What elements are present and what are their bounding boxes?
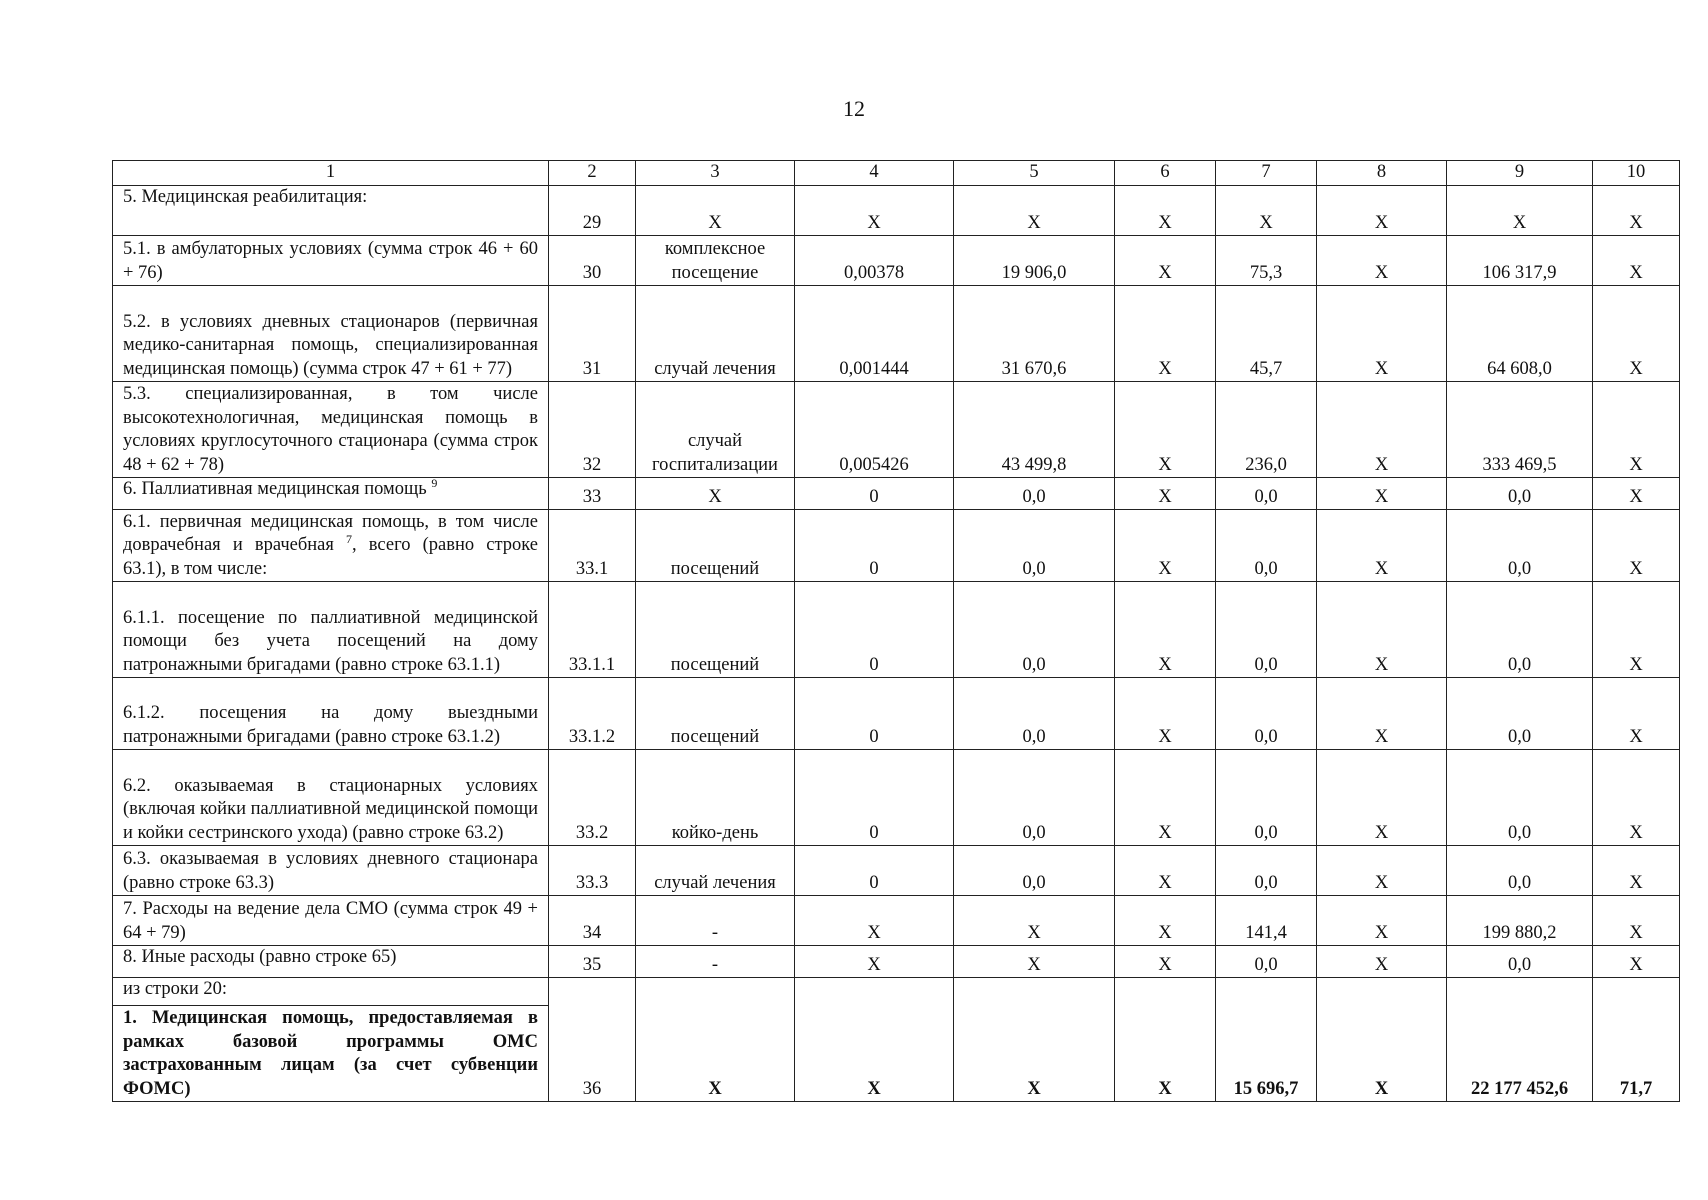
table-cell: Х xyxy=(1447,186,1593,236)
row-label xyxy=(113,186,549,236)
table-cell: 31 xyxy=(549,286,636,382)
table-cell: Х xyxy=(1317,478,1447,510)
table-cell: Х xyxy=(636,978,795,1102)
table-cell: 333 469,5 xyxy=(1447,382,1593,478)
table-cell: Х xyxy=(954,186,1115,236)
table-cell: 0,0 xyxy=(1216,478,1317,510)
row-label xyxy=(113,510,549,582)
table-cell: Х xyxy=(1115,382,1216,478)
row-label xyxy=(113,286,549,382)
table-row xyxy=(113,978,1680,1006)
table-cell: 0,0 xyxy=(954,846,1115,896)
table-cell: 0,0 xyxy=(954,678,1115,750)
table-cell: 31 670,6 xyxy=(954,286,1115,382)
table-cell: комплексное посещение xyxy=(636,236,795,286)
row-label xyxy=(113,896,549,946)
table-cell: Х xyxy=(1593,286,1680,382)
table-body xyxy=(113,161,1680,1102)
table-cell: Х xyxy=(1317,236,1447,286)
table-cell: Х xyxy=(1115,582,1216,678)
table-row xyxy=(113,678,1680,750)
table-cell: 0,0 xyxy=(1216,946,1317,978)
table-cell: посещений xyxy=(636,582,795,678)
table-cell: Х xyxy=(1593,582,1680,678)
table-cell: 45,7 xyxy=(1216,286,1317,382)
row-label xyxy=(113,475,549,510)
table-cell: Х xyxy=(1115,946,1216,978)
table-cell: 0,0 xyxy=(1447,678,1593,750)
page-number: 12 xyxy=(843,96,865,121)
table-cell: Х xyxy=(1115,846,1216,896)
table-cell: 35 xyxy=(549,946,636,978)
table-cell: Х xyxy=(1115,978,1216,1102)
footnote-ref: 9 xyxy=(431,475,438,490)
table-cell: посещений xyxy=(636,510,795,582)
row-label-text: 6.3. оказываемая в условиях дневного стационара (равно строке 63.3) xyxy=(123,849,538,893)
row-label-text: 5. Медицинская реабилитация: xyxy=(123,187,368,207)
table-cell: 0 xyxy=(795,478,954,510)
table-cell: Х xyxy=(1317,846,1447,896)
column-number-row xyxy=(113,161,1680,186)
table-cell: 0,0 xyxy=(954,478,1115,510)
column-header: 5 xyxy=(954,161,1115,186)
table-cell: Х xyxy=(1593,678,1680,750)
row-label xyxy=(113,382,549,478)
table-cell: Х xyxy=(1115,678,1216,750)
table-cell: 33.1 xyxy=(549,510,636,582)
table-cell: 0 xyxy=(795,582,954,678)
table-row xyxy=(113,186,1680,236)
table-cell: Х xyxy=(1317,978,1447,1102)
data-table xyxy=(112,160,1680,1102)
table-cell: 0,0 xyxy=(1216,846,1317,896)
table-cell: 0 xyxy=(795,750,954,846)
table-cell: 0,0 xyxy=(954,582,1115,678)
table-cell: 0,005426 xyxy=(795,382,954,478)
table-cell: Х xyxy=(1115,896,1216,946)
table-cell: 236,0 xyxy=(1216,382,1317,478)
row-label-text: 5.1. в амбулаторных условиях (сумма строк 46 + 60 + 76) xyxy=(123,239,538,283)
table-cell: 0 xyxy=(795,510,954,582)
table-cell: Х xyxy=(1216,186,1317,236)
table-cell: Х xyxy=(1593,382,1680,478)
table-cell: Х xyxy=(1317,382,1447,478)
footnote-ref: 7 xyxy=(346,531,353,546)
column-header: 1 xyxy=(113,161,549,186)
table-cell: Х xyxy=(636,186,795,236)
row-label-text: 8. Иные расходы (равно строке 65) xyxy=(123,947,397,967)
table-row xyxy=(113,286,1680,382)
table-cell: койко-день xyxy=(636,750,795,846)
table-cell: 43 499,8 xyxy=(954,382,1115,478)
table-cell: 0,0 xyxy=(1447,478,1593,510)
table-cell: 32 xyxy=(549,382,636,478)
table-cell: Х xyxy=(1593,510,1680,582)
row-label xyxy=(113,236,549,286)
table-cell: случай лечения xyxy=(636,846,795,896)
table-cell: 0 xyxy=(795,678,954,750)
table-cell: 33.2 xyxy=(549,750,636,846)
table-cell: 0,0 xyxy=(1447,510,1593,582)
table-cell: 141,4 xyxy=(1216,896,1317,946)
column-header: 10 xyxy=(1593,161,1680,186)
row-label xyxy=(113,582,549,678)
table-cell: 0,0 xyxy=(954,750,1115,846)
table-cell: Х xyxy=(1317,582,1447,678)
row-label-text: 6.2. оказываемая в стационарных условиях (включая койки паллиативной медицинской помощи и койки сестринского ухода) (равно строке 63.2) xyxy=(123,775,538,843)
table-cell: 0,0 xyxy=(1447,846,1593,896)
table-cell: 33 xyxy=(549,478,636,510)
table-cell: Х xyxy=(636,478,795,510)
table-cell: Х xyxy=(1115,286,1216,382)
table-cell: 71,7 xyxy=(1593,978,1680,1102)
row-label-text: 6.1.1. посещение по паллиативной медицинской помощи без учета посещений на дому патронажными бригадами (равно строке 63.1.1) xyxy=(123,607,538,675)
table-cell: 15 696,7 xyxy=(1216,978,1317,1102)
row-label xyxy=(113,846,549,896)
table-row xyxy=(113,846,1680,896)
table-cell: 0,0 xyxy=(1447,582,1593,678)
table-row xyxy=(113,236,1680,286)
table-cell: Х xyxy=(1317,896,1447,946)
column-header: 2 xyxy=(549,161,636,186)
table-cell: Х xyxy=(795,946,954,978)
table-cell: Х xyxy=(1317,186,1447,236)
table-cell: 0,001444 xyxy=(795,286,954,382)
table-cell: 29 xyxy=(549,186,636,236)
table-row xyxy=(113,510,1680,582)
table-cell: 0,0 xyxy=(1216,750,1317,846)
row-label-text: 6. Паллиативная медицинская помощь xyxy=(123,479,427,499)
table-cell: 0,00378 xyxy=(795,236,954,286)
table-cell: Х xyxy=(1317,286,1447,382)
row-label xyxy=(113,946,549,978)
table-cell: 30 xyxy=(549,236,636,286)
table-cell: Х xyxy=(1593,186,1680,236)
table-cell: Х xyxy=(1115,236,1216,286)
row-label-text: 5.3. специализированная, в том числе высокотехнологичная, медицинская помощь в условиях круглосуточного стационара (сумма строк 48 + 62 + 78) xyxy=(123,384,538,475)
table-cell: Х xyxy=(795,186,954,236)
table-cell: - xyxy=(636,946,795,978)
table-cell: Х xyxy=(954,946,1115,978)
table-cell: Х xyxy=(1115,510,1216,582)
table-cell: Х xyxy=(1317,946,1447,978)
table-cell: Х xyxy=(1593,846,1680,896)
column-header: 6 xyxy=(1115,161,1216,186)
column-header: 3 xyxy=(636,161,795,186)
table-cell: 19 906,0 xyxy=(954,236,1115,286)
table-row xyxy=(113,750,1680,846)
table-row xyxy=(113,382,1680,478)
table-row xyxy=(113,582,1680,678)
table-cell: 36 xyxy=(549,978,636,1102)
table-cell: Х xyxy=(1115,750,1216,846)
table-cell: 0,0 xyxy=(1216,582,1317,678)
table-cell: случай лечения xyxy=(636,286,795,382)
table-cell: 0,0 xyxy=(954,510,1115,582)
table-cell: 75,3 xyxy=(1216,236,1317,286)
table-cell: Х xyxy=(795,896,954,946)
table-cell: Х xyxy=(795,978,954,1102)
table-cell: 0 xyxy=(795,846,954,896)
subheading: из строки 20: xyxy=(113,978,549,1006)
table-cell: посещений xyxy=(636,678,795,750)
table-cell: Х xyxy=(954,978,1115,1102)
table-cell: Х xyxy=(1593,478,1680,510)
table-cell: 0,0 xyxy=(1447,750,1593,846)
row-label-text: 5.2. в условиях дневных стационаров (первичная медико-санитарная помощь, специализированная медицинская помощь) (сумма строк 47 + 61 + 77) xyxy=(123,311,538,379)
table-cell: 34 xyxy=(549,896,636,946)
table-cell: 33.3 xyxy=(549,846,636,896)
table-cell: Х xyxy=(1593,896,1680,946)
column-header: 9 xyxy=(1447,161,1593,186)
table-row xyxy=(113,478,1680,510)
table-cell: 199 880,2 xyxy=(1447,896,1593,946)
table-cell: 106 317,9 xyxy=(1447,236,1593,286)
table-cell: 22 177 452,6 xyxy=(1447,978,1593,1102)
table-cell: Х xyxy=(1593,236,1680,286)
column-header: 7 xyxy=(1216,161,1317,186)
row-label xyxy=(113,750,549,846)
table-cell: 33.1.2 xyxy=(549,678,636,750)
table-cell: Х xyxy=(1317,678,1447,750)
table-cell: 0,0 xyxy=(1216,510,1317,582)
table-row xyxy=(113,896,1680,946)
table-cell: - xyxy=(636,896,795,946)
table-cell: Х xyxy=(954,896,1115,946)
table-cell: Х xyxy=(1317,750,1447,846)
table-cell: Х xyxy=(1593,750,1680,846)
table-row xyxy=(113,946,1680,978)
table-cell: Х xyxy=(1115,478,1216,510)
column-header: 4 xyxy=(795,161,954,186)
table-cell: Х xyxy=(1115,186,1216,236)
row-label: 1. Медицинская помощь, предоставляемая в рамках базовой программы ОМС застрахованным лицам (за счет субвенции ФОМС) xyxy=(113,1006,549,1102)
column-header: 8 xyxy=(1317,161,1447,186)
table-cell: случай госпитализации xyxy=(636,382,795,478)
row-label-text: , всего (равно строке 63.1), в том числе: xyxy=(123,535,539,579)
table-cell: Х xyxy=(1593,946,1680,978)
table-cell: Х xyxy=(1317,510,1447,582)
row-label-text: 6.1.2. посещения на дому выездными патронажными бригадами (равно строке 63.1.2) xyxy=(123,703,538,747)
row-label-text: 7. Расходы на ведение дела СМО (сумма строк 49 + 64 + 79) xyxy=(123,899,538,943)
table-cell: 0,0 xyxy=(1447,946,1593,978)
table-cell: 64 608,0 xyxy=(1447,286,1593,382)
table-cell: 33.1.1 xyxy=(549,582,636,678)
row-label-text: 6.1. первичная медицинская помощь, в том числе доврачебная и врачебная xyxy=(123,511,538,555)
table-cell: 0,0 xyxy=(1216,678,1317,750)
row-label xyxy=(113,678,549,750)
